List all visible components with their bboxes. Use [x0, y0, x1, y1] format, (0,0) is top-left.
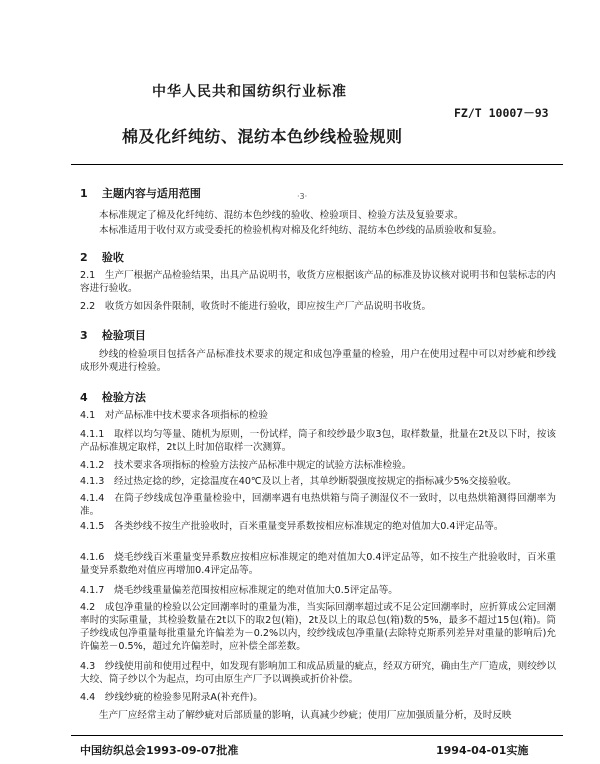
section-3-heading [80, 327, 146, 343]
paragraph: 2.1 生产厂根据产品检验结果，出具产品说明书，收货方应根据该产品的标准及协议核对说明书和包装标志的内容进行验收。 [80, 270, 556, 294]
section-1-heading [80, 185, 201, 201]
paragraph: 4.1 对产品标准中技术要求各项指标的检验 [80, 410, 268, 421]
section-2-title: 验收 [101, 251, 124, 264]
effective-date: 1994-04-01实施 [436, 744, 529, 757]
footer-divider [71, 735, 563, 736]
paragraph: 4.1.5 各类纱线不按生产批验收时，百米重量变异系数按相应标准规定的绝对值加大0.4评定品等。 [80, 521, 504, 532]
paragraph: 4.3 纱线使用前和使用过程中，如发现有影响加工和成品质量的疵点，经双方研究，确由生产厂造成，则绞纱以大绞、筒子纱以个为起点，均可由原生产厂予以调换或折价补偿。 [80, 661, 556, 685]
section-4-heading [80, 389, 146, 405]
section-2-number: 2 [80, 251, 88, 264]
section-3-title: 检验项目 [101, 329, 146, 342]
paragraph: 2.2 收货方如因条件限制，收货时不能进行验收，即应按生产厂产品说明书收货。 [80, 301, 432, 312]
standard-code: FZ/T 10007－93 [454, 106, 549, 120]
section-3-number: 3 [80, 329, 88, 342]
page-mark: ·3· [297, 192, 308, 201]
paragraph: 4.1.2 技术要求各项指标的检验方法按产品标准中规定的试验方法标准检验。 [80, 460, 412, 471]
paragraph: 纱线的检验项目包括各产品标准技术要求的规定和成包净重量的检验，用户在使用过程中可以对纱疵和纱线成形外观进行检验。 [80, 349, 556, 373]
section-1-number: 1 [80, 187, 88, 200]
paragraph: 本标准适用于收付双方或受委托的检验机构对棉及化纤纯纺、混纺本色纱线的品质验收和复验。 [99, 225, 502, 236]
paragraph: 本标准规定了棉及化纤纯纺、混纺本色纱线的验收、检验项目、检验方法及复验要求。 [99, 210, 464, 221]
section-2-heading [80, 249, 124, 265]
paragraph: 4.4 纱线纱疵的检验参见附录A(补充件)。 [80, 692, 263, 703]
section-1-title: 主题内容与适用范围 [101, 187, 201, 200]
section-4-number: 4 [80, 391, 88, 404]
paragraph: 4.1.1 取样以均匀等量、随机为原则，一份试样，筒子和绞纱最少取3包，取样数量，批量在2t及以下时，按该产品标准规定取样，2t以上时加倍取样一次测算。 [80, 429, 556, 453]
section-4-title: 检验方法 [101, 391, 146, 404]
paragraph: 生产厂应经常主动了解纱疵对后部质量的影响，认真减少纱疵；使用厂应加强质量分析，及时反映 [99, 710, 512, 721]
approval-date: 中国纺织总会1993-09-07批准 [80, 744, 239, 757]
paragraph: 4.1.7 烧毛纱线重量偏差范围按相应标准规定的绝对值加大0.5评定品等。 [80, 585, 398, 596]
standard-organization: 中华人民共和国纺织行业标准 [152, 84, 347, 100]
paragraph: 4.1.4 在筒子纱线成包净重量检验中，回潮率遇有电热烘箱与筒子测湿仪不一致时，以电热烘箱测得回潮率为准。 [80, 493, 556, 517]
paragraph: 4.1.6 烧毛纱线百米重量变异系数应按相应标准规定的绝对值加大0.4评定品等，如不按生产批验收时，百米重量变异系数绝对值应再增加0.4评定品等。 [80, 552, 556, 576]
paragraph: 4.1.3 经过热定捻的纱，定捻温度在40℃及以上者，其单纱断裂强度按规定的指标减少5%交接验收。 [80, 476, 517, 487]
paragraph: 4.2 成包净重量的检验以公定回潮率时的重量为准，当实际回潮率超过或不足公定回潮率时，应折算成公定回潮率时的实际重量，其检验数量在2t以下的取2包(箱)，2t及以上的取总包(箱)数的5%，最多不超过15包(箱)。筒子纱线成包净重量每批重量允许偏差为－0.2%以内，绞纱线成包净重量(去除特克斯系列差异对重量的影响后)允许偏差－0.5%，超过允许偏差时，应补偿全部差数。 [80, 602, 556, 652]
header-divider [71, 164, 563, 165]
document-title: 棉及化纤纯纺、混纺本色纱线检验规则 [122, 127, 403, 146]
